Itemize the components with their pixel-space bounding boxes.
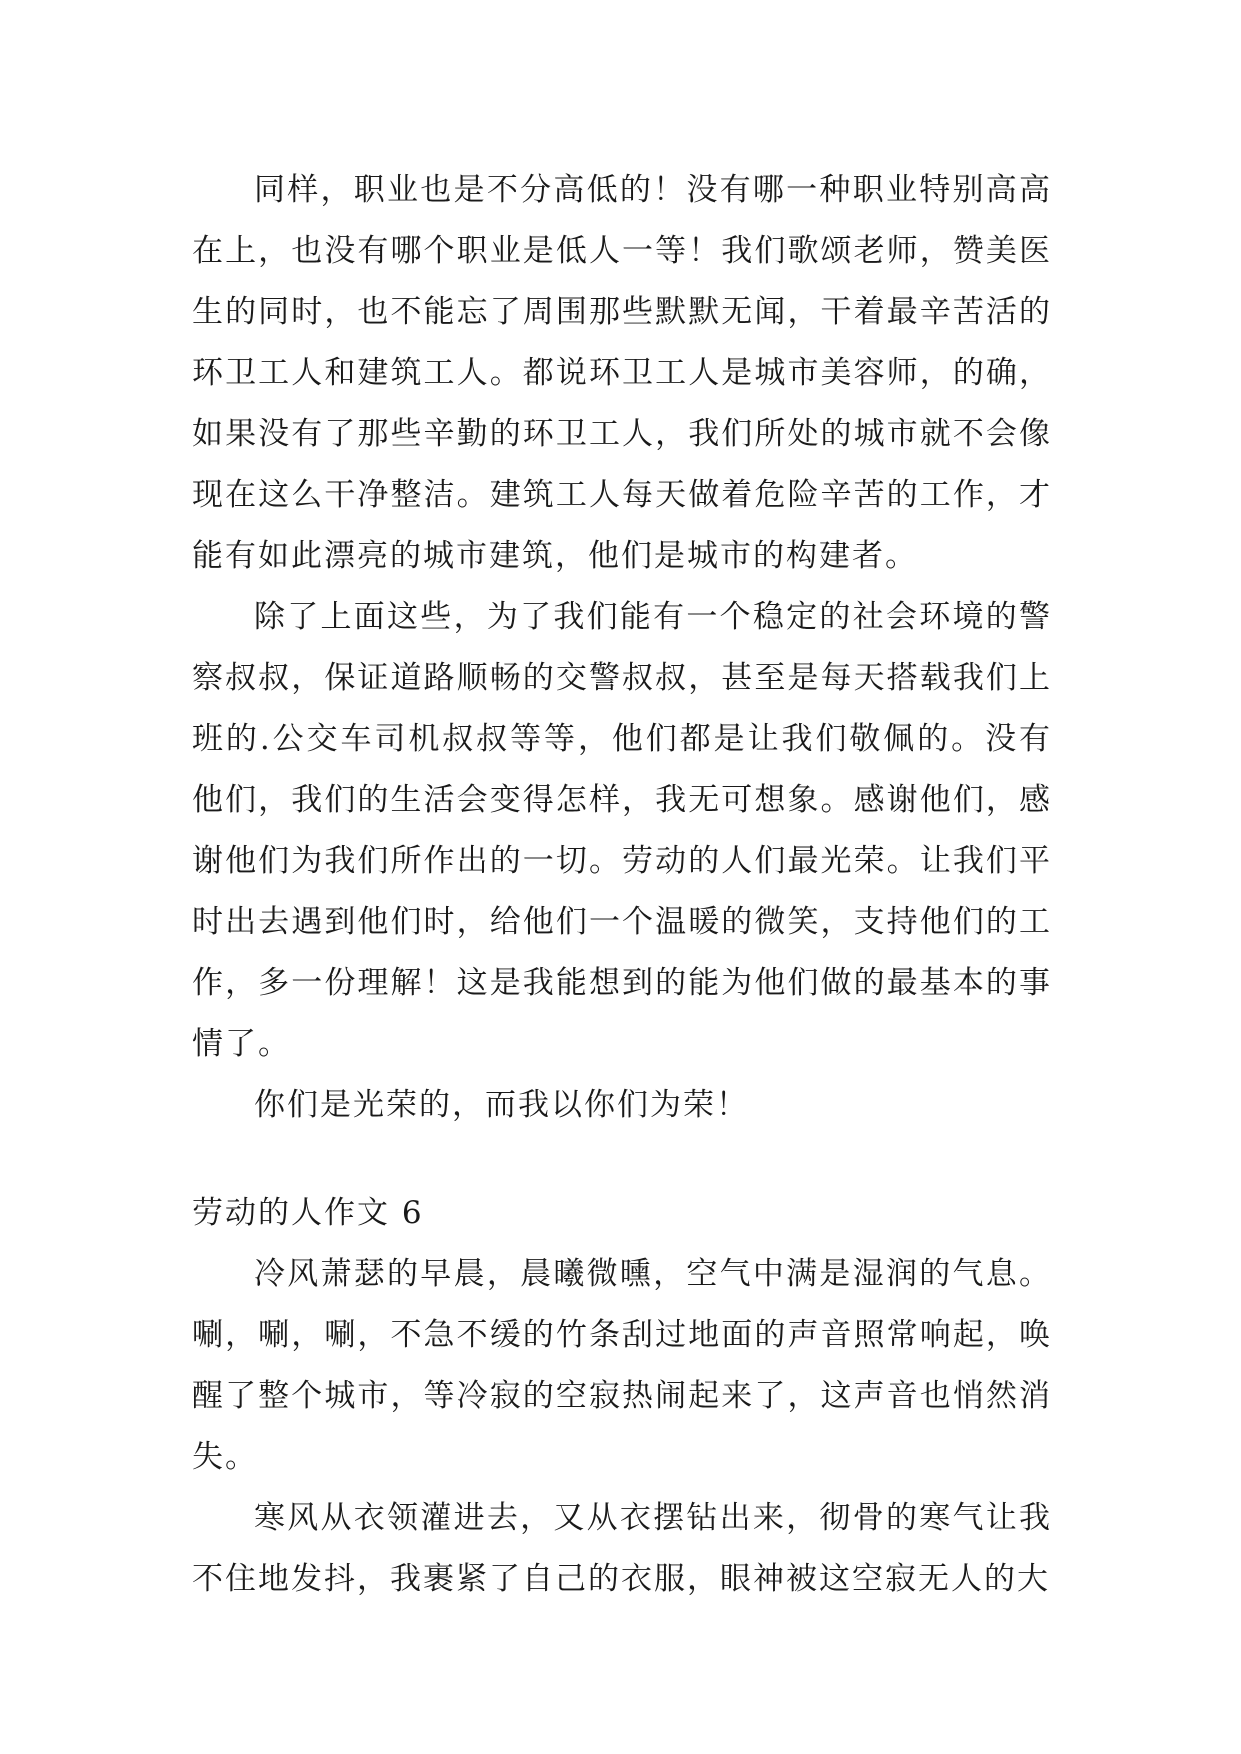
- section-title: 劳动的人作文 6: [192, 1195, 424, 1231]
- paragraph-cold-wind: 寒风从衣领灌进去，又从衣摆钻出来，彻骨的寒气让我不住地发抖，我裹紧了自己的衣服，眼神被这空寂无人的大: [192, 1500, 1052, 1597]
- paragraph-closing: 你们是光荣的，而我以你们为荣！: [254, 1087, 749, 1123]
- paragraph-occupations: 同样，职业也是不分高低的！没有哪一种职业特别高高在上，也没有哪个职业是低人一等！我们歌颂老师，赞美医生的同时，也不能忘了周围那些默默无闻，干着最辛苦活的环卫工人和建筑工人。都说环卫工人是城市美容师，的确，如果没有了那些辛勤的环卫工人，我们所处的城市就不会像现在这么干净整洁。建筑工人每天做着危险辛苦的工作，才能有如此漂亮的城市建筑，他们是城市的构建者。: [192, 172, 1052, 574]
- paragraph-morning: 冷风萧瑟的早晨，晨曦微曛，空气中满是湿润的气息。唰，唰，唰，不急不缓的竹条刮过地面的声音照常响起，唤醒了整个城市，等冷寂的空寂热闹起来了，这声音也悄然消失。: [192, 1256, 1052, 1475]
- document-body: [192, 160, 1052, 1610]
- paragraph-thanks: 除了上面这些，为了我们能有一个稳定的社会环境的警察叔叔，保证道路顺畅的交警叔叔，甚至是每天搭载我们上班的.公交车司机叔叔等等，他们都是让我们敬佩的。没有他们，我们的生活会变得怎样，我无可想象。感谢他们，感谢他们为我们所作出的一切。劳动的人们最光荣。让我们平时出去遇到他们时，给他们一个温暖的微笑，支持他们的工作，多一份理解！这是我能想到的能为他们做的最基本的事情了。: [192, 599, 1052, 1062]
